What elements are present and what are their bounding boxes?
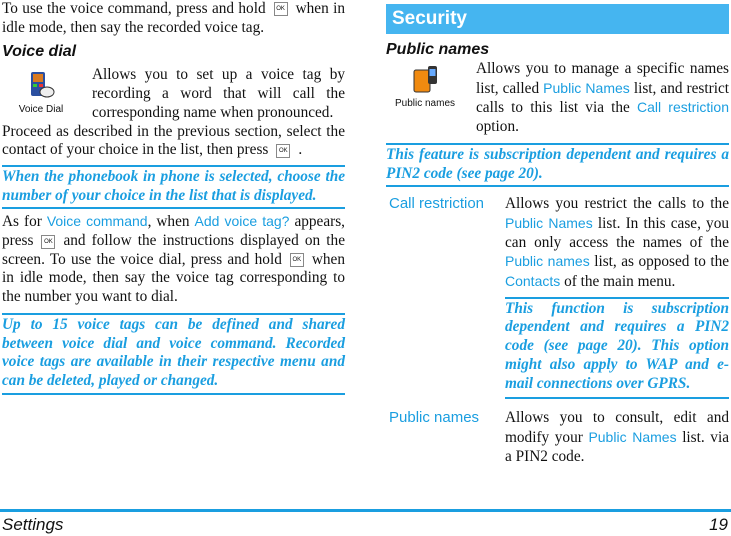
voice-dial-heading: Voice dial (2, 43, 77, 61)
row-label: Call restriction (389, 195, 485, 213)
public-names-heading: Public names (386, 41, 490, 58)
note: Up to 15 voice tags can be defined and shared between voice dial and voice command. Recorded voice tags are available in their respective menu and can be deleted, played or changed. (2, 313, 345, 395)
ok-key-icon: OK (274, 2, 288, 16)
paragraph: To use the voice command, press and hold OK when in idle mode, then say the recorded voice tag. (2, 0, 345, 36)
section-header: Security (386, 4, 729, 34)
left-column (2, 0, 345, 395)
ok-key-icon: OK (276, 144, 290, 158)
ok-key-icon: OK (41, 235, 55, 249)
right-column (386, 0, 729, 466)
note: This feature is subscription dependent and requires a PIN2 code (see page 20). (386, 143, 729, 187)
voice-dial-icon: Voice Dial (2, 66, 80, 122)
row-text: Allows you to consult, edit and modify your Public Names list. via a PIN2 code. (505, 409, 729, 465)
table-row (386, 195, 729, 399)
footer (0, 509, 731, 534)
ok-key-icon: OK (290, 253, 304, 267)
row-text: Allows you restrict the calls to the Public Names list. In this case, you can only access the names of the Public names list, as opposed to the Contacts of the main menu. (505, 195, 730, 291)
footer-section: Settings (2, 515, 64, 534)
note: This function is subscription dependent and requires a PIN2 code (see page 20). This option might also apply to WAP and e-mail connections over GPRS. (505, 297, 729, 400)
paragraph: As for Voice command, when Add voice tag? appears, press OK and follow the instructions displayed on the screen. To use the voice dial, press and hold OK when in idle mode, then say the voice tag corresponding to the number you want to dial. (2, 213, 345, 306)
page-number: 19 (709, 515, 728, 534)
voice-dial-description: Allows you to set up a voice tag by recording a word that will call the corresponding name when pronounced. (92, 66, 345, 121)
table-row (386, 409, 729, 466)
row-label: Public names (389, 409, 480, 427)
public-names-icon: Public names (386, 60, 464, 137)
note: When the phonebook in phone is selected, choose the number of your choice in the list that is displayed. (2, 165, 345, 209)
paragraph: Proceed as described in the previous section, select the contact of your choice in the list, then press OK . (2, 122, 345, 159)
paragraph: Allows you to manage a specific names list, called Public Names list, and restrict calls to this list via the Call restriction option. (476, 60, 730, 136)
